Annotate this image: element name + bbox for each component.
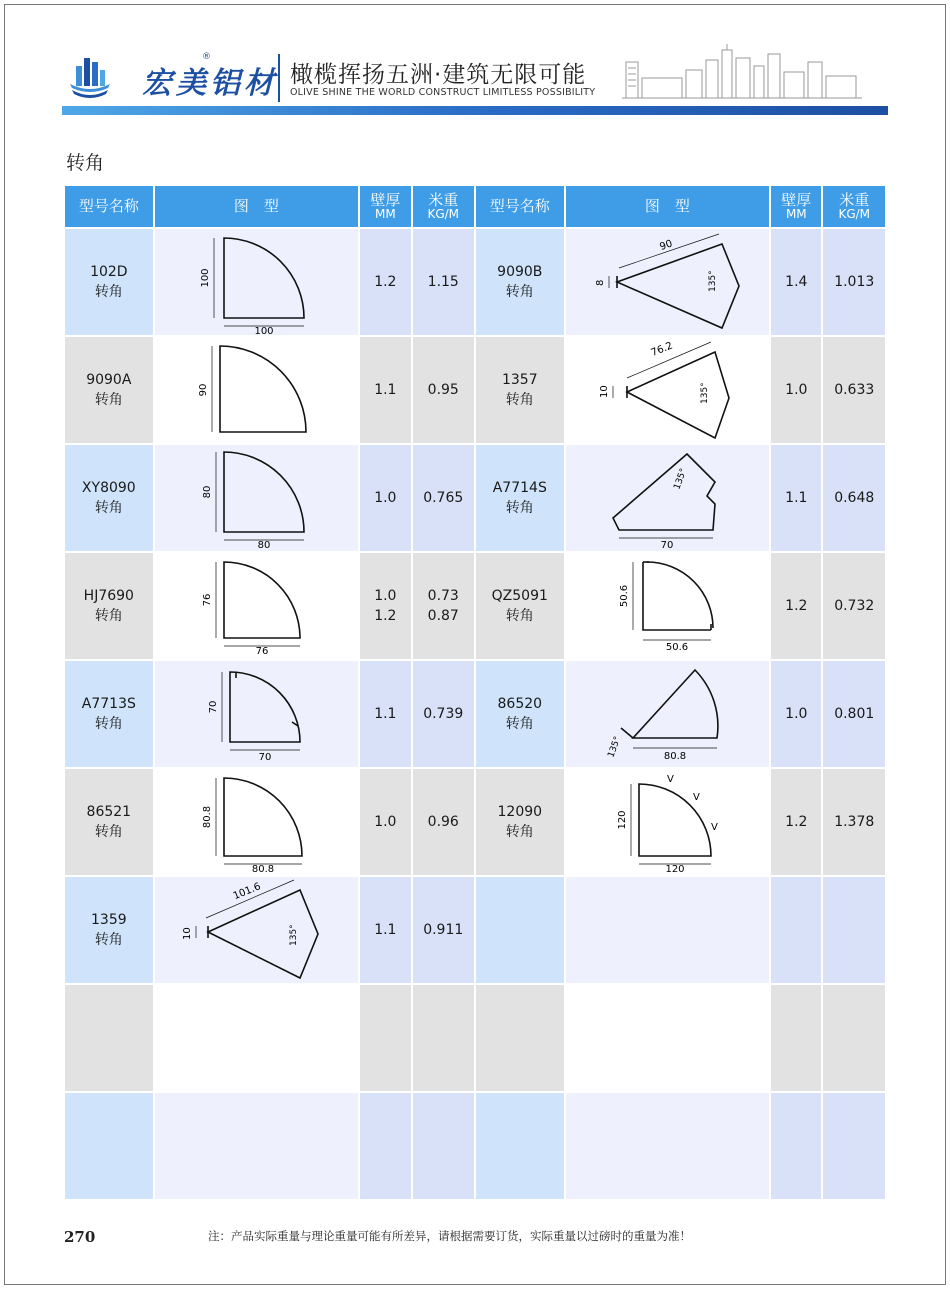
weight-cell: 0.801 — [823, 661, 885, 767]
dim-label: 50.6 — [666, 642, 689, 653]
thickness-cell: 1.0 — [771, 337, 821, 443]
profile-drawing-cell — [155, 445, 359, 551]
profile-drawing-cell — [566, 229, 770, 335]
profile-drawing-cell — [155, 553, 359, 659]
model-cell — [476, 769, 564, 875]
header-weight — [823, 186, 885, 227]
dim-label: 80 — [258, 540, 271, 550]
thickness-cell: 1.2 — [771, 769, 821, 875]
profile-drawing-cell — [566, 661, 770, 767]
footer-note: 注：产品实际重量与理论重量可能有所差异，请根据需要订货，实际重量以过磅时的重量为准！ — [208, 1229, 691, 1243]
dim-label: 76 — [202, 593, 214, 607]
empty-cell — [360, 1093, 410, 1199]
profile-drawing-hj7690 — [156, 554, 356, 658]
table-row — [65, 661, 885, 767]
model-type: 转角 — [94, 500, 123, 516]
weight-cell: 0.648 — [823, 445, 885, 551]
model-type: 转角 — [505, 392, 534, 408]
dim-label: 120 — [617, 810, 629, 830]
weight-cell: 0.633 — [823, 337, 885, 443]
thickness-cell: 1.0 — [771, 661, 821, 767]
table-row — [65, 553, 885, 659]
groove-mark: V — [711, 822, 719, 833]
profile-drawing-a7713s — [156, 662, 356, 766]
empty-cell — [155, 1093, 359, 1199]
weight-cell: 0.739 — [413, 661, 474, 767]
building-logo-icon — [66, 54, 114, 102]
header-blue-bar — [62, 106, 888, 115]
profile-drawing-102d — [156, 230, 356, 334]
weight-cell: 0.732 — [823, 553, 885, 659]
weight-cell: 1.378 — [823, 769, 885, 875]
empty-cell — [823, 1093, 885, 1199]
profile-drawing-cell — [155, 337, 359, 443]
model-cell — [476, 553, 564, 659]
model-cell — [476, 445, 564, 551]
angle-label: 135° — [672, 467, 690, 492]
dim-label: 10 — [182, 927, 194, 940]
dim-label: 100 — [200, 268, 212, 288]
header-figure: 图 型 — [155, 186, 359, 227]
model-cell — [65, 661, 153, 767]
empty-cell — [155, 985, 359, 1091]
header-model-name: 型号名称 — [65, 186, 153, 227]
page-number: 270 — [64, 1228, 96, 1246]
header-thickness — [771, 186, 821, 227]
profile-spec-table — [63, 184, 887, 1201]
header-thickness-label: 壁厚 — [370, 190, 401, 209]
empty-cell — [476, 985, 564, 1091]
city-skyline-illustration — [622, 44, 862, 100]
dim-label: 80.8 — [202, 805, 214, 829]
header-weight-unit: KG/M — [427, 207, 460, 222]
model-type: 转角 — [505, 500, 534, 516]
slogan-english: OLIVE SHINE THE WORLD CONSTRUCT LIMITLESS POSSIBILITY — [290, 87, 596, 98]
table-header-row — [65, 186, 885, 227]
table-row — [65, 229, 885, 335]
dim-label: 70 — [208, 700, 220, 714]
header-model-name: 型号名称 — [476, 186, 564, 227]
profile-drawing-cell — [566, 445, 770, 551]
dim-label: 80.8 — [664, 751, 687, 762]
dim-label: 76.2 — [650, 340, 675, 359]
thickness-value: 1.0 — [374, 587, 397, 604]
model-cell — [476, 661, 564, 767]
empty-cell — [771, 1093, 821, 1199]
model-cell — [476, 877, 564, 983]
thickness-cell: 1.4 — [771, 229, 821, 335]
dim-label: 8 — [595, 279, 607, 286]
model-cell — [65, 337, 153, 443]
header-thickness — [360, 186, 410, 227]
table-row — [65, 337, 885, 443]
model-code: 1359 — [91, 911, 127, 928]
profile-drawing-xy8090 — [156, 446, 356, 550]
groove-mark: V — [693, 792, 701, 803]
model-cell — [65, 553, 153, 659]
model-type: 转角 — [505, 716, 534, 732]
dim-label: 80.8 — [252, 864, 275, 874]
weight-cell: 1.013 — [823, 229, 885, 335]
thickness-cell: 1.1 — [771, 445, 821, 551]
weight-value: 0.73 — [427, 587, 459, 604]
table-row — [65, 877, 885, 983]
table-row-empty — [65, 985, 885, 1091]
model-type: 转角 — [505, 608, 534, 624]
profile-drawing-cell — [566, 769, 770, 875]
model-code: 102D — [90, 263, 128, 280]
header-thickness-label: 壁厚 — [781, 190, 812, 209]
page-header — [62, 40, 888, 116]
profile-drawing-86520 — [567, 662, 767, 766]
dim-label: 50.6 — [619, 584, 631, 608]
model-type: 转角 — [94, 392, 123, 408]
table-row — [65, 769, 885, 875]
profile-drawing-cell — [155, 769, 359, 875]
profile-drawing-1357 — [567, 338, 767, 442]
model-type: 转角 — [94, 824, 123, 840]
model-code: A7714S — [492, 479, 547, 496]
dim-label: 76 — [256, 646, 269, 657]
profile-drawing-86521 — [156, 770, 356, 874]
dim-label: 10 — [599, 385, 611, 398]
header-figure: 图 型 — [566, 186, 770, 227]
model-code: 9090A — [86, 371, 132, 388]
registered-mark: ® — [202, 52, 211, 62]
brand-name: 宏美铝材 — [142, 66, 278, 101]
model-code: 12090 — [497, 803, 543, 820]
model-cell — [65, 877, 153, 983]
header-weight — [413, 186, 474, 227]
thickness-cell: 1.1 — [360, 877, 410, 983]
profile-drawing-cell — [155, 661, 359, 767]
thickness-cell: 1.0 — [360, 769, 410, 875]
profile-drawing-a7714s — [567, 446, 767, 550]
model-code: 86520 — [497, 695, 543, 712]
model-cell — [65, 229, 153, 335]
model-code: HJ7690 — [83, 587, 134, 604]
section-title: 转角 — [66, 152, 105, 174]
angle-label: 135° — [606, 735, 624, 760]
model-cell — [476, 337, 564, 443]
model-code: XY8090 — [81, 479, 136, 496]
model-type: 转角 — [94, 284, 123, 300]
empty-cell — [771, 985, 821, 1091]
dim-label: 120 — [665, 864, 685, 874]
weight-cell: 0.95 — [413, 337, 474, 443]
header-weight-unit: KG/M — [838, 207, 871, 222]
thickness-value-alt: 1.2 — [374, 608, 397, 624]
empty-cell — [65, 985, 153, 1091]
profile-drawing-1359 — [156, 878, 356, 982]
profile-drawing-qz5091 — [567, 554, 767, 658]
model-type: 转角 — [94, 932, 123, 948]
weight-cell: 0.911 — [413, 877, 474, 983]
thickness-cell — [360, 553, 410, 659]
dim-label: 70 — [660, 540, 674, 550]
model-cell — [476, 229, 564, 335]
model-type: 转角 — [505, 824, 534, 840]
empty-cell — [65, 1093, 153, 1199]
model-cell — [65, 445, 153, 551]
profile-drawing-cell — [155, 229, 359, 335]
empty-cell — [566, 1093, 770, 1199]
dim-label: 80 — [202, 485, 214, 499]
weight-value-alt: 0.87 — [427, 608, 459, 624]
weight-cell — [823, 877, 885, 983]
empty-cell — [413, 985, 474, 1091]
profile-drawing-cell — [566, 553, 770, 659]
table-row-empty — [65, 1093, 885, 1199]
thickness-cell: 1.2 — [360, 229, 410, 335]
slogan-chinese: 橄榄挥扬五洲·建筑无限可能 — [290, 62, 587, 88]
header-divider — [278, 54, 280, 102]
thickness-cell: 1.0 — [360, 445, 410, 551]
thickness-cell: 1.1 — [360, 337, 410, 443]
profile-drawing-cell-empty — [566, 877, 770, 983]
dim-label: 90 — [658, 238, 675, 253]
empty-cell — [360, 985, 410, 1091]
dim-label: 70 — [259, 752, 272, 763]
weight-cell: 0.765 — [413, 445, 474, 551]
profile-drawing-9090b — [567, 230, 767, 334]
header-thickness-unit: MM — [374, 207, 396, 222]
weight-cell: 0.96 — [413, 769, 474, 875]
empty-cell — [413, 1093, 474, 1199]
model-code: QZ5091 — [491, 587, 548, 604]
empty-cell — [566, 985, 770, 1091]
profile-drawing-9090a — [156, 338, 356, 442]
model-type: 转角 — [94, 716, 123, 732]
table-row — [65, 445, 885, 551]
model-code: A7713S — [81, 695, 136, 712]
angle-label: 135° — [700, 382, 711, 404]
dim-label: 100 — [254, 326, 274, 334]
empty-cell — [476, 1093, 564, 1199]
header-weight-label: 米重 — [428, 190, 459, 209]
model-code: 1357 — [501, 371, 538, 388]
empty-cell — [823, 985, 885, 1091]
header-thickness-unit: MM — [785, 207, 807, 222]
dim-label: 90 — [198, 383, 210, 397]
weight-cell: 1.15 — [413, 229, 474, 335]
model-code: 9090B — [497, 263, 543, 280]
angle-label: 135° — [708, 270, 719, 292]
model-cell — [65, 769, 153, 875]
model-code: 86521 — [86, 803, 132, 820]
thickness-cell: 1.2 — [771, 553, 821, 659]
groove-mark: V — [667, 774, 675, 785]
weight-cell — [413, 553, 474, 659]
profile-drawing-12090 — [567, 770, 767, 874]
model-type: 转角 — [505, 284, 534, 300]
profile-drawing-cell — [155, 877, 359, 983]
model-type: 转角 — [94, 608, 123, 624]
angle-label: 135° — [289, 924, 300, 946]
profile-drawing-cell — [566, 337, 770, 443]
thickness-cell: 1.1 — [360, 661, 410, 767]
thickness-cell — [771, 877, 821, 983]
header-weight-label: 米重 — [839, 190, 870, 209]
dim-label: 101.6 — [232, 881, 263, 903]
